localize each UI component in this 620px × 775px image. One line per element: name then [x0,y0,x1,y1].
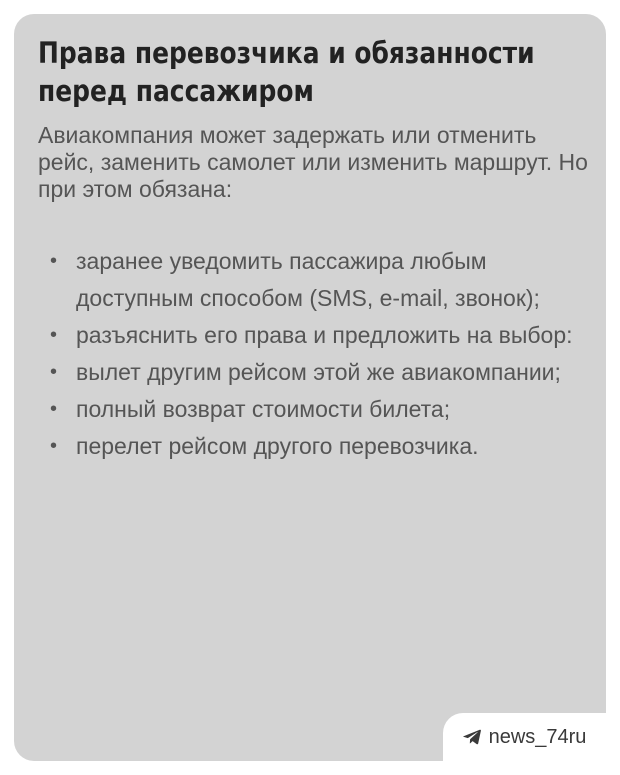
card-title: Права перевозчика и обязанности перед пассажиром [38,36,535,108]
bullet-icon: • [50,250,58,272]
list-item [38,317,578,354]
card-intro: Авиакомпания может задержать или отменить рейс, заменить самолет или изменить маршрут. Но при этом обязана: [38,122,588,202]
list-item [38,428,578,465]
bullet-icon: • [50,324,58,346]
list-item-text: полный возврат стоимости билета; [76,396,451,422]
bullet-icon: • [50,398,58,420]
telegram-icon [463,729,481,745]
bullet-icon: • [50,435,58,457]
info-card [14,14,606,761]
obligations-list [38,243,578,465]
list-item-text: разъяснить его права и предложить на выбор: [76,322,573,348]
bullet-icon: • [50,361,58,383]
list-item [38,243,578,317]
list-item-text: заранее уведомить пассажира любым доступным способом (SMS, e-mail, звонок); [76,248,540,311]
channel-handle: news_74ru [488,725,587,748]
list-item-text: перелет рейсом другого перевозчика. [76,433,479,459]
source-badge[interactable] [443,713,606,761]
list-item-text: вылет другим рейсом этой же авиакомпании; [76,359,561,385]
list-item [38,391,578,428]
list-item [38,354,578,391]
